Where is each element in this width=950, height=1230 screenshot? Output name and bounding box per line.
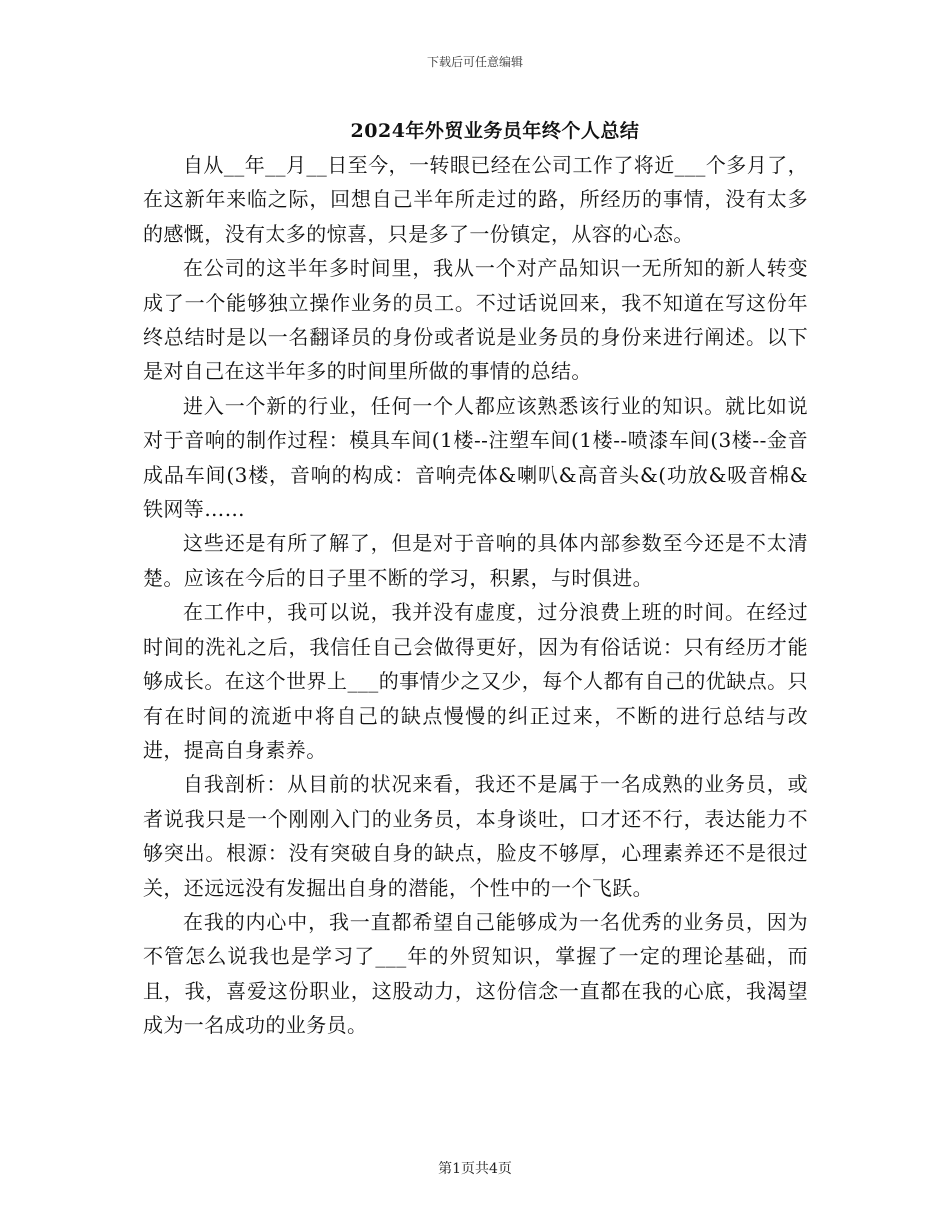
- paragraph: 自从__年__月__日至今，一转眼已经在公司工作了将近___个多月了，在这新年来临之际，回想自己半年所走过的路，所经历的事情，没有太多的感慨，没有太多的惊喜，只是多了一份镇定，从容的心态。: [143, 153, 808, 246]
- paragraph: 自我剖析：从目前的状况来看，我还不是属于一名成熟的业务员，或者说我只是一个刚刚入门的业务员，本身谈吐，口才还不行，表达能力不够突出。根源：没有突破自身的缺点，脸皮不够厚，心理素养还不是很过关，还远远没有发掘出自身的潜能，个性中的一个飞跃。: [143, 772, 808, 900]
- page-number: 第1页共4页: [438, 1161, 512, 1177]
- paragraph: 进入一个新的行业，任何一个人都应该熟悉该行业的知识。就比如说对于音响的制作过程：模具车间(1楼--注塑车间(1楼--喷漆车间(3楼--金音成品车间(3楼，音响的构成：音响壳体&喇叭&高音头&(功放&吸音棉&铁网等……: [143, 393, 808, 522]
- header-note: 下载后可任意编辑: [426, 55, 523, 69]
- document-body: [143, 148, 808, 1043]
- paragraph: 在公司的这半年多时间里，我从一个对产品知识一无所知的新人转变成了一个能够独立操作业务的员工。不过话说回来，我不知道在写这份年终总结时是以一名翻译员的身份或者说是业务员的身份来进行阐述。以下是对自己在这半年多的时间里所做的事情的总结。: [143, 256, 808, 384]
- document-title: 2024年外贸业务员年终个人总结: [350, 120, 640, 142]
- paragraph: 这些还是有所了解了，但是对于音响的具体内部参数至今还是不太清楚。应该在今后的日子里不断的学习，积累，与时俱进。: [143, 531, 808, 590]
- paragraph: 在我的内心中，我一直都希望自己能够成为一名优秀的业务员，因为不管怎么说我也是学习了___年的外贸知识，掌握了一定的理论基础，而且，我，喜爱这份职业，这股动力，这份信念一直都在我的心底，我渴望成为一名成功的业务员。: [143, 909, 808, 1038]
- paragraph: 在工作中，我可以说，我并没有虚度，过分浪费上班的时间。在经过时间的洗礼之后，我信任自己会做得更好，因为有俗话说：只有经历才能够成长。在这个世界上___的事情少之又少，每个人都有自己的优缺点。只有在时间的流逝中将自己的缺点慢慢的纠正过来，不断的进行总结与改进，提高自身素养。: [143, 600, 808, 762]
